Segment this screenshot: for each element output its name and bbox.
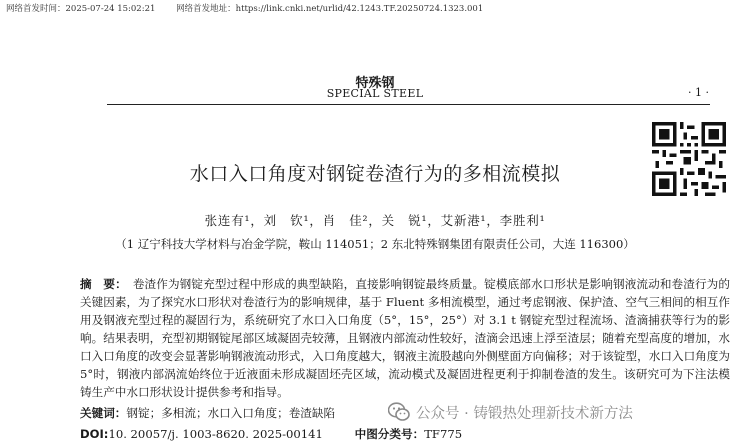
journal-name-cn: 特殊钢 <box>355 76 395 91</box>
affiliations: （1 辽宁科技大学材料与冶金学院，鞍山 114051；2 东北特殊钢集团有限责任公司，大连 116300） <box>115 237 635 251</box>
keywords-label: 关键词： <box>80 406 127 420</box>
article-title: 水口入口角度对钢锭卷渣行为的多相流模拟 <box>189 163 561 185</box>
doi-value[interactable]: 10. 20057/j. 1003-8620. 2025-00141 <box>108 427 323 441</box>
abstract <box>80 275 730 401</box>
watermark-text: 公众号 · 铸锻热处理新技术新方法 <box>416 405 633 422</box>
abstract-label: 摘 要： <box>80 277 127 291</box>
classification-number: TF775 <box>424 427 463 441</box>
keywords-text: 钢锭；多相流；水口入口角度；卷渣缺陷 <box>126 406 336 420</box>
header-rule <box>107 104 710 105</box>
keywords <box>80 405 335 421</box>
classification-label: 中图分类号： <box>354 427 425 441</box>
doi-label: DOI: <box>80 427 109 441</box>
online-time: 网络首发时间：2025-07-24 15:02:21 <box>6 4 156 14</box>
online-publication-line <box>6 2 501 14</box>
wechat-icon <box>388 402 410 422</box>
doi-line <box>80 426 462 442</box>
online-url[interactable]: 网络首发地址：https://link.cnki.net/urlid/42.1243.TF.20250724.1323.001 <box>176 4 484 14</box>
author-list: 张连有¹，刘 钦¹，肖 佳²，关 锐¹，艾新港¹，李胜利¹ <box>204 213 546 228</box>
journal-name-en: SPECIAL STEEL <box>326 87 424 100</box>
wechat-watermark <box>388 401 633 423</box>
abstract-text: 卷渣作为钢锭充型过程中形成的典型缺陷，直接影响钢锭最终质量。锭模底部水口形状是影响钢液流动和卷渣行为的关键因素，为了探究水口形状对卷渣行为的影响规律，基于 Fluent 多相流模型，通过考虑钢液、保护渣、空气三相间的相互作用及钢液充型过程的凝固行为，系统研究了水口入口角度（5°，15°，25°）对 3.1 t 钢锭充型过程流场、渣滴捕获等行为的影响。结果表明，充型初期钢锭尾部区域凝固壳较薄，且钢液内部流动性较好，渣滴会迅速上浮至渣层；随着充型高度的增加，水口入口角度的改变会显著影响钢液流动形式，入口角度越大，钢液主流股越向外侧壁面方向偏移；对于该锭型，水口入口角度为 5°时，钢液内部涡流始终位于近液面未形成凝固坯壳区域，流动模式及凝固进程更利于抑制卷渣的发生。该研究可为下注法模铸生产中水口形状设计提供参考和指导。 <box>80 277 730 399</box>
page-number: · 1 · <box>688 86 709 99</box>
